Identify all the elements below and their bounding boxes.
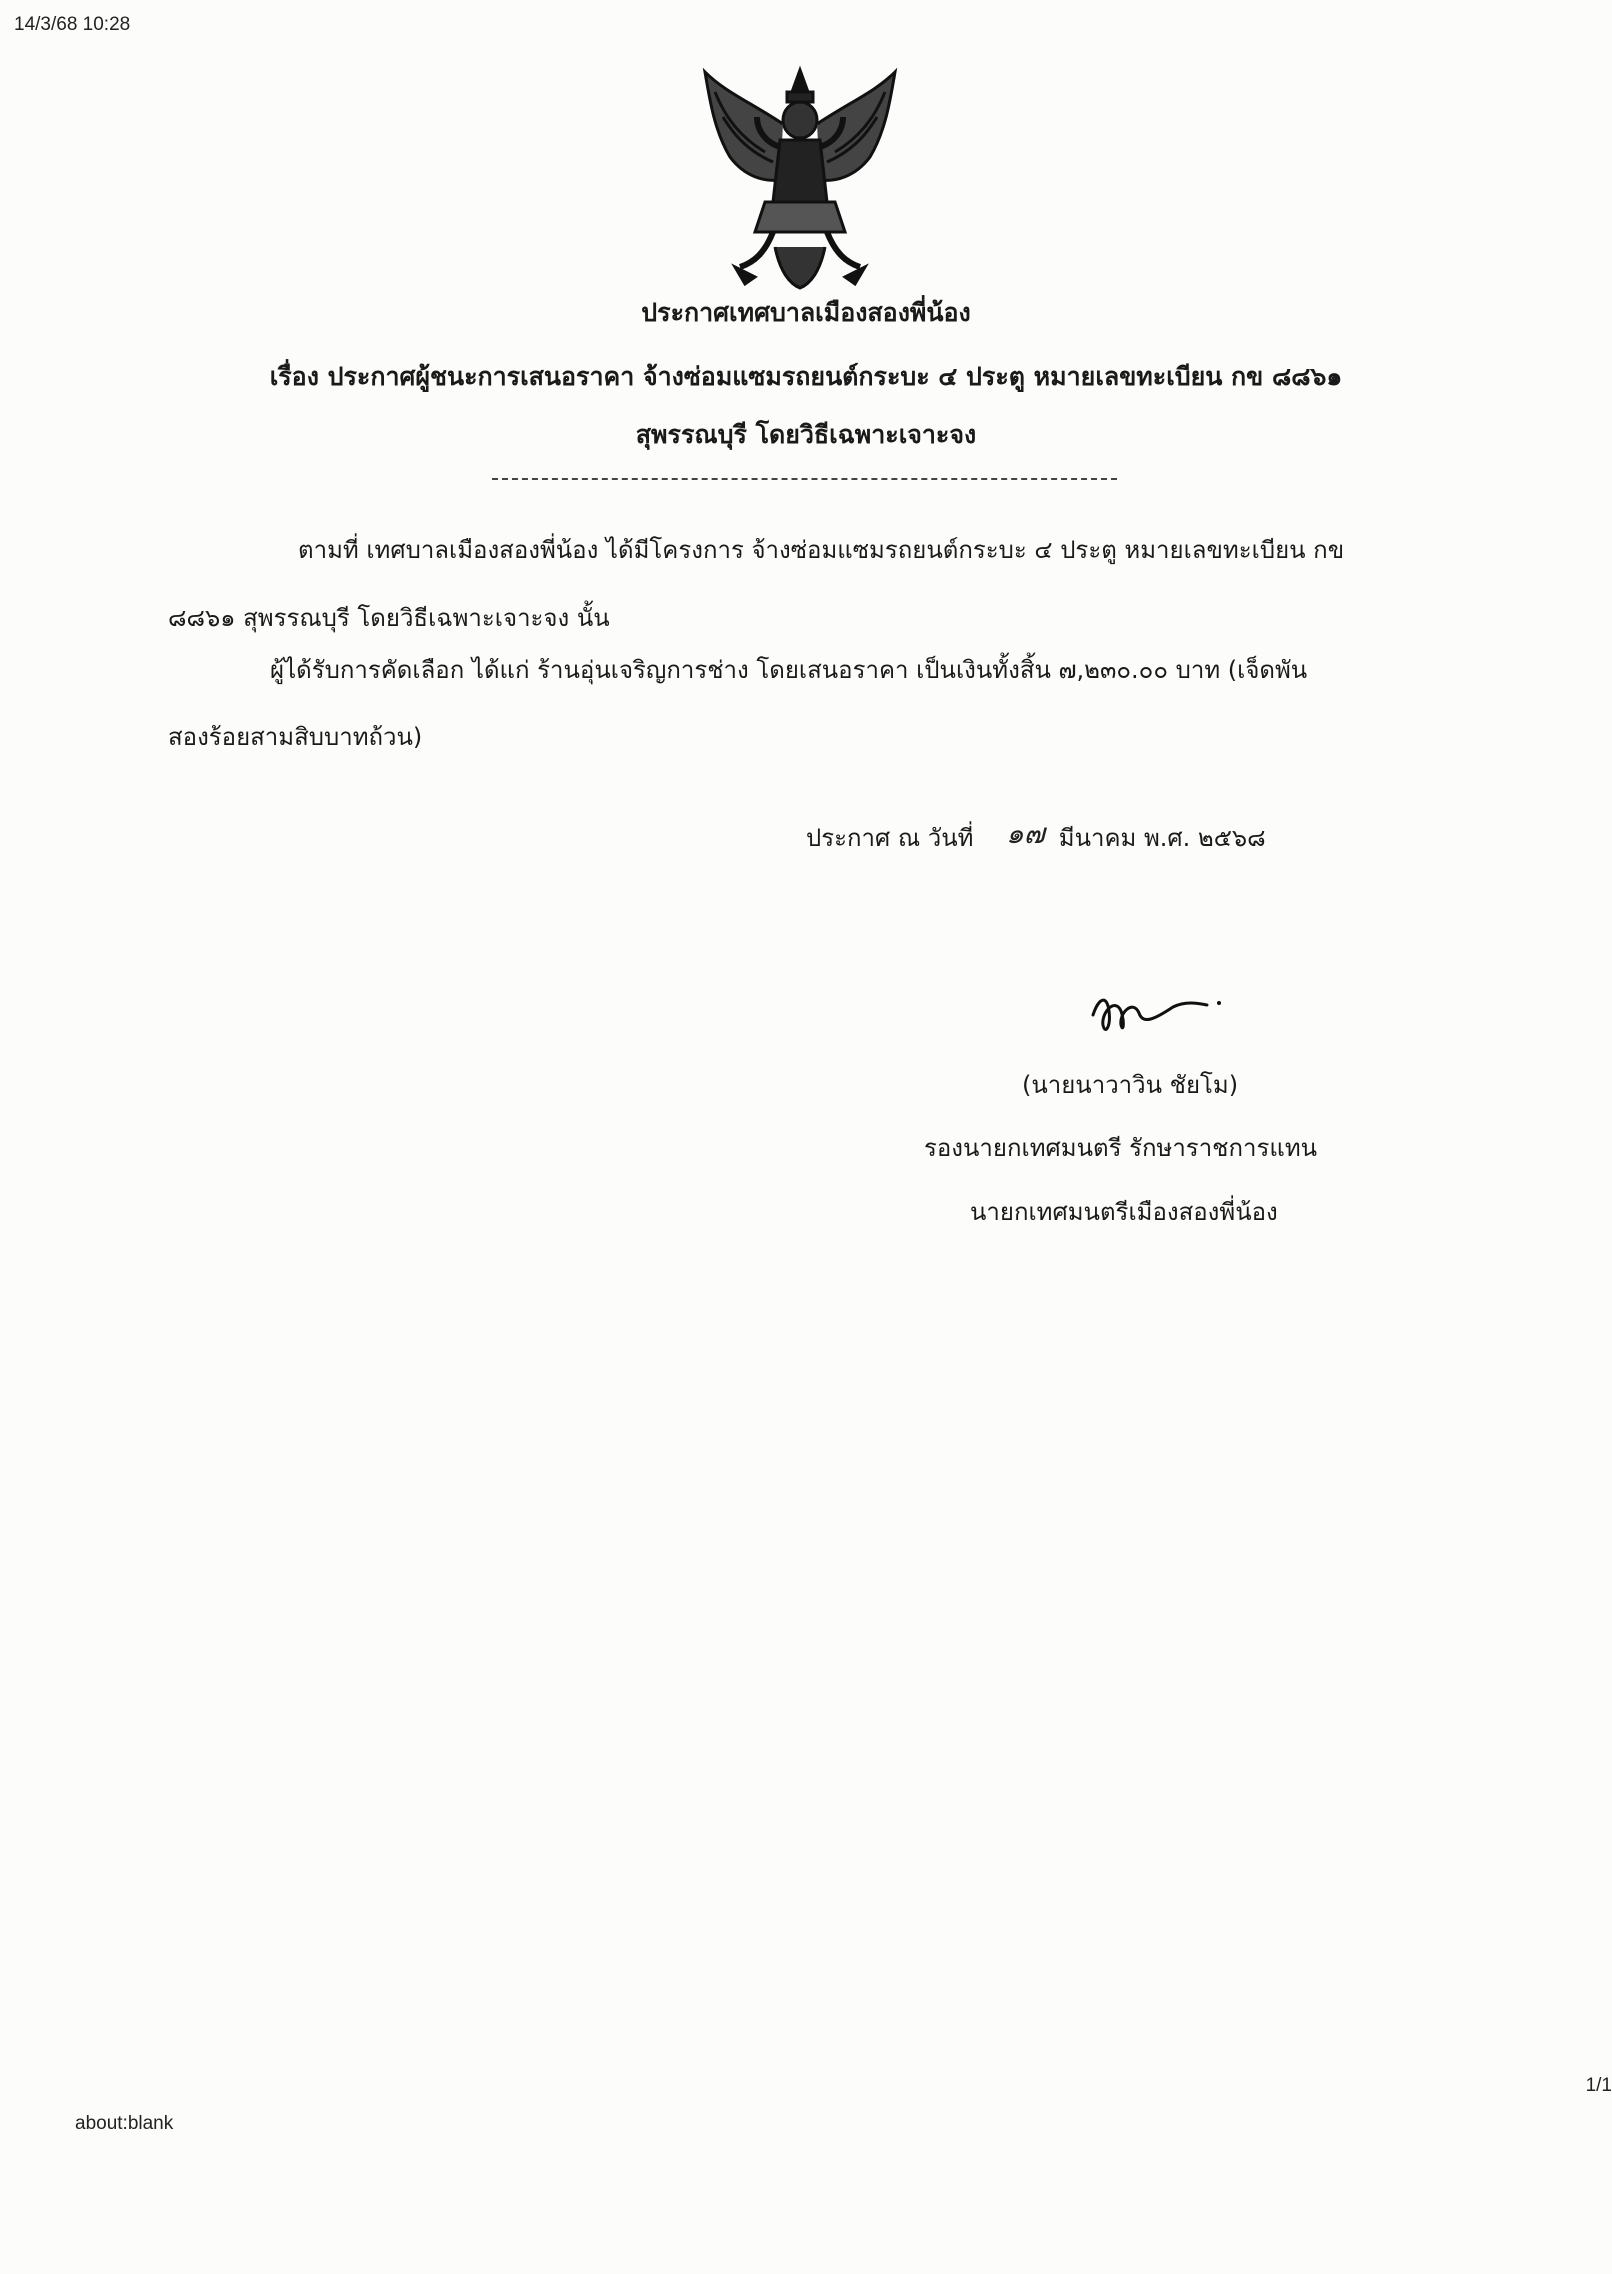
garuda-emblem-icon bbox=[695, 62, 905, 292]
signatory-position-1: รองนายกเทศมนตรี รักษาราชการแทน bbox=[924, 1134, 1318, 1162]
body-paragraph-1-line-2: ๘๘๖๑ สุพรรณบุรี โดยวิธีเฉพาะเจาะจง นั้น bbox=[168, 604, 610, 632]
signatory-name: (นายนาวาวิน ชัยโม) bbox=[1022, 1071, 1239, 1099]
date-prefix: ประกาศ ณ วันที่ bbox=[806, 824, 974, 852]
announcement-subject: เรื่อง ประกาศผู้ชนะการเสนอราคา จ้างซ่อมแซมรถยนต์กระบะ ๔ ประตู หมายเลขทะเบียน กข ๘๘๖๑ bbox=[269, 362, 1343, 391]
body-paragraph-2-line-2: สองร้อยสามสิบบาทถ้วน) bbox=[168, 723, 423, 751]
body-paragraph-2-line-1: ผู้ได้รับการคัดเลือก ได้แก่ ร้านอุ่นเจริญการช่าง โดยเสนอราคา เป็นเงินทั้งสิ้น ๗,๒๓๐.๐๐ บาท (เจ็ดพัน bbox=[270, 656, 1308, 684]
announcement-subject-cont: สุพรรณบุรี โดยวิธีเฉพาะเจาะจง bbox=[635, 420, 977, 449]
announcement-title: ประกาศเทศบาลเมืองสองพี่น้อง bbox=[641, 298, 971, 327]
signatory-position-2: นายกเทศมนตรีเมืองสองพี่น้อง bbox=[970, 1198, 1278, 1226]
dashed-divider bbox=[492, 478, 1117, 480]
date-suffix: มีนาคม พ.ศ. ๒๕๖๘ bbox=[1058, 824, 1266, 852]
print-header-datetime: 14/3/68 10:28 bbox=[14, 14, 131, 35]
print-footer-page: 1/1 bbox=[1585, 2075, 1612, 2096]
handwritten-signature bbox=[1085, 985, 1225, 1045]
body-paragraph-1-line-1: ตามที่ เทศบาลเมืองสองพี่น้อง ได้มีโครงการ จ้างซ่อมแซมรถยนต์กระบะ ๔ ประตู หมายเลขทะเบียน กข bbox=[298, 536, 1345, 564]
print-footer-url: about:blank bbox=[75, 2113, 174, 2134]
date-day-handwritten: ๑๗ bbox=[1006, 817, 1045, 850]
